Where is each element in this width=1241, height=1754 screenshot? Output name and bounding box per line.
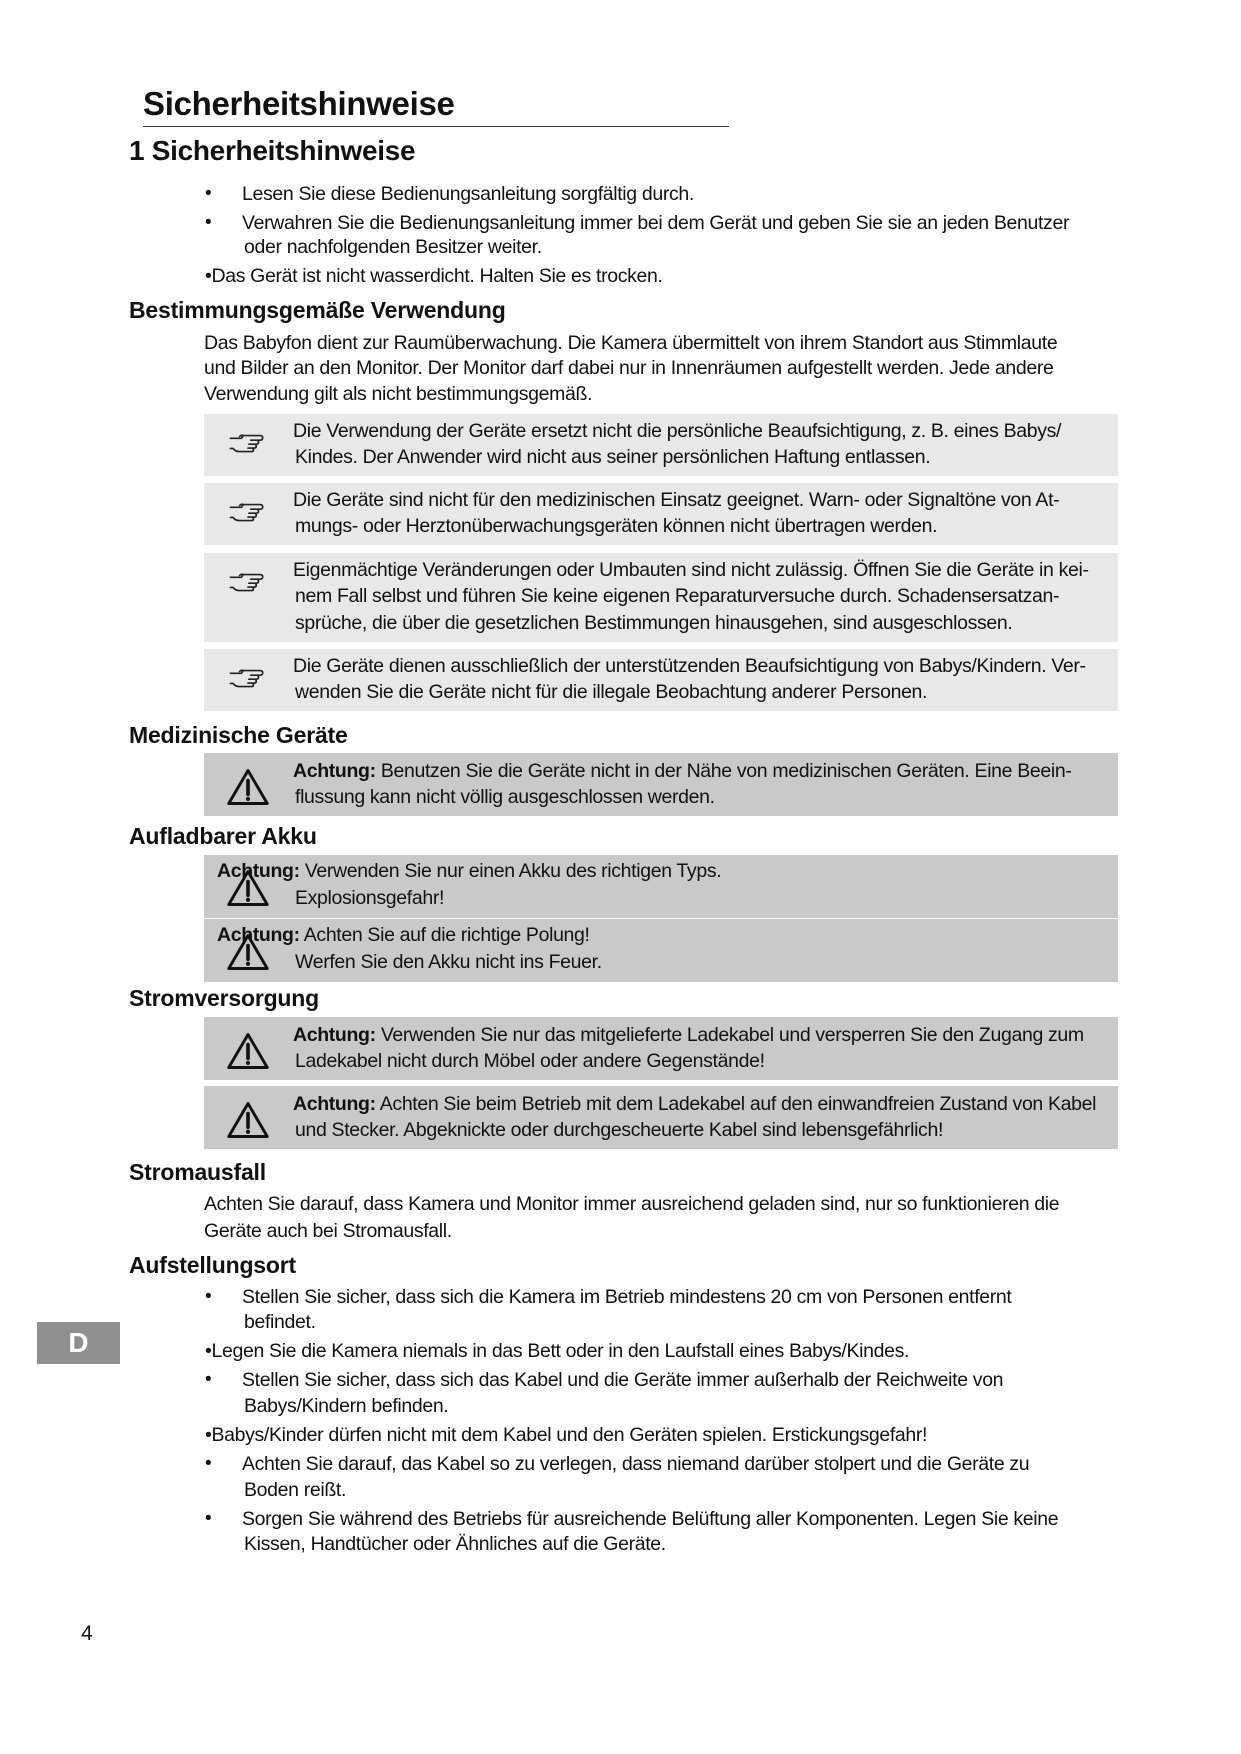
section-heading-use: Bestimmungsgemäße Verwendung — [129, 297, 506, 323]
note-text: wenden Sie die Geräte nicht für die illegale Beobachtung anderer Personen. — [295, 681, 928, 703]
warning-text: und Stecker. Abgeknickte oder durchgescheuerte Kabel sind lebensgefährlich! — [295, 1119, 944, 1141]
bullet-text: Stellen Sie sicher, dass sich das Kabel und die Geräte immer außerhalb der Reichweite von — [242, 1369, 1004, 1391]
note-text: Kindes. Der Anwender wird nicht aus seiner persönlichen Haftung entlassen. — [295, 446, 931, 468]
warning-triangle-icon — [226, 1031, 270, 1071]
bullet-text: •Babys/Kinder dürfen nicht mit dem Kabel und den Geräten spielen. Erstickungsgefahr! — [205, 1424, 928, 1446]
pointing-hand-icon — [228, 569, 266, 593]
warning-box — [204, 1017, 1118, 1080]
warning-box — [204, 855, 1118, 918]
warning-text — [293, 1022, 1084, 1048]
warning-box — [204, 919, 1118, 982]
section-heading-location: Aufstellungsort — [129, 1252, 296, 1278]
note-text: Eigenmächtige Veränderungen oder Umbauten sind nicht zulässig. Öffnen Sie die Geräte in kei- — [293, 559, 1089, 581]
warning-text: flussung kann nicht völlig ausgeschlossen werden. — [295, 786, 715, 808]
note-text: sprüche, die über die gesetzlichen Bestimmungen hinausgehen, sind ausgeschlossen. — [295, 612, 1013, 634]
note-text: Die Geräte sind nicht für den medizinischen Einsatz geeignet. Warn- oder Signaltöne von At- — [293, 489, 1060, 511]
warning-text — [217, 858, 721, 884]
warning-text: Werfen Sie den Akku nicht ins Feuer. — [295, 951, 602, 973]
note-box — [204, 483, 1118, 545]
bullet-text: Stellen Sie sicher, dass sich die Kamera im Betrieb mindestens 20 cm von Personen entfernt — [242, 1286, 1012, 1308]
warning-text: Explosionsgefahr! — [295, 887, 445, 909]
bullet-text: •Das Gerät ist nicht wasserdicht. Halten Sie es trocken. — [205, 265, 663, 287]
section-heading-outage: Stromausfall — [129, 1159, 266, 1185]
bullet-text: befindet. — [244, 1311, 316, 1333]
warning-box — [204, 753, 1118, 816]
bullet-marker: • — [205, 212, 212, 233]
section-heading-power: Stromversorgung — [129, 985, 319, 1011]
bullet-text: Verwahren Sie die Bedienungsanleitung immer bei dem Gerät und geben Sie sie an jeden Benutzer — [242, 212, 1070, 234]
page-number: 4 — [81, 1622, 93, 1645]
warning-message: Achten Sie beim Betrieb mit dem Ladekabel auf den einwandfreien Zustand von Kabel — [375, 1093, 1097, 1115]
note-text: mungs- oder Herztonüberwachungsgeräten können nicht übertragen werden. — [295, 515, 938, 537]
note-box — [204, 553, 1118, 642]
warning-label: Achtung: — [293, 1024, 376, 1046]
section-heading-battery: Aufladbarer Akku — [129, 823, 317, 849]
warning-message: Verwenden Sie nur das mitgelieferte Ladekabel und versperren Sie den Zugang zum — [375, 1024, 1084, 1046]
paragraph-line: Verwendung gilt als nicht bestimmungsgemäß. — [204, 383, 593, 405]
section-title: 1 Sicherheitshinweise — [129, 135, 416, 166]
note-box — [204, 649, 1118, 711]
warning-text — [293, 758, 1072, 784]
warning-label: Achtung: — [217, 860, 300, 882]
note-box — [204, 414, 1118, 476]
bullet-marker: • — [205, 1286, 212, 1307]
paragraph-line: und Bilder an den Monitor. Der Monitor darf dabei nur in Innenräumen aufgestellt werden. Jede andere — [204, 357, 1054, 379]
bullet-text: •Legen Sie die Kamera niemals in das Bett oder in den Laufstall eines Babys/Kindes. — [205, 1340, 910, 1362]
section-heading-medical: Medizinische Geräte — [129, 722, 348, 748]
bullet-text: Achten Sie darauf, das Kabel so zu verlegen, dass niemand darüber stolpert und die Geräte zu — [242, 1453, 1030, 1475]
language-tab: D — [37, 1322, 120, 1364]
warning-text — [217, 922, 590, 948]
warning-triangle-icon — [226, 767, 270, 807]
warning-message: Verwenden Sie nur einen Akku des richtigen Typs. — [299, 860, 722, 882]
bullet-text: Lesen Sie diese Bedienungsanleitung sorgfältig durch. — [242, 183, 694, 205]
paragraph-line: Achten Sie darauf, dass Kamera und Monitor immer ausreichend geladen sind, nur so funktionieren die — [204, 1193, 1060, 1215]
warning-text: Ladekabel nicht durch Möbel oder andere Gegenstände! — [295, 1050, 765, 1072]
bullet-marker: • — [205, 1453, 212, 1474]
pointing-hand-icon — [228, 499, 266, 523]
warning-message: Achten Sie auf die richtige Polung! — [299, 924, 590, 946]
warning-box — [204, 1086, 1118, 1149]
bullet-text: Kissen, Handtücher oder Ähnliches auf die Geräte. — [244, 1533, 666, 1555]
warning-text — [293, 1091, 1096, 1117]
warning-message: Benutzen Sie die Geräte nicht in der Nähe von medizinischen Geräten. Eine Beein- — [375, 760, 1072, 782]
pointing-hand-icon — [228, 665, 266, 689]
note-text: nem Fall selbst und führen Sie keine eigenen Reparaturversuche durch. Schadensersatzan- — [295, 585, 1060, 607]
note-text: Die Verwendung der Geräte ersetzt nicht die persönliche Beaufsichtigung, z. B. eines Babys/ — [293, 420, 1062, 442]
note-text: Die Geräte dienen ausschließlich der unterstützenden Beaufsichtigung von Babys/Kindern. Ver- — [293, 655, 1086, 677]
page-header-title: Sicherheitshinweise — [143, 84, 729, 127]
bullet-marker: • — [205, 183, 212, 204]
warning-label: Achtung: — [293, 1093, 376, 1115]
bullet-marker: • — [205, 1369, 212, 1390]
paragraph-line: Das Babyfon dient zur Raumüberwachung. Die Kamera übermittelt von ihrem Standort aus Stimmlaute — [204, 332, 1058, 354]
warning-triangle-icon — [226, 1100, 270, 1140]
bullet-text: oder nachfolgenden Besitzer weiter. — [244, 236, 542, 258]
pointing-hand-icon — [228, 430, 266, 454]
warning-label: Achtung: — [293, 760, 376, 782]
bullet-text: Boden reißt. — [244, 1479, 347, 1501]
bullet-text: Sorgen Sie während des Betriebs für ausreichende Belüftung aller Komponenten. Legen Sie keine — [242, 1508, 1059, 1530]
bullet-marker: • — [205, 1508, 212, 1529]
warning-label: Achtung: — [217, 924, 300, 946]
paragraph-line: Geräte auch bei Stromausfall. — [204, 1220, 452, 1242]
bullet-text: Babys/Kindern befinden. — [244, 1395, 449, 1417]
